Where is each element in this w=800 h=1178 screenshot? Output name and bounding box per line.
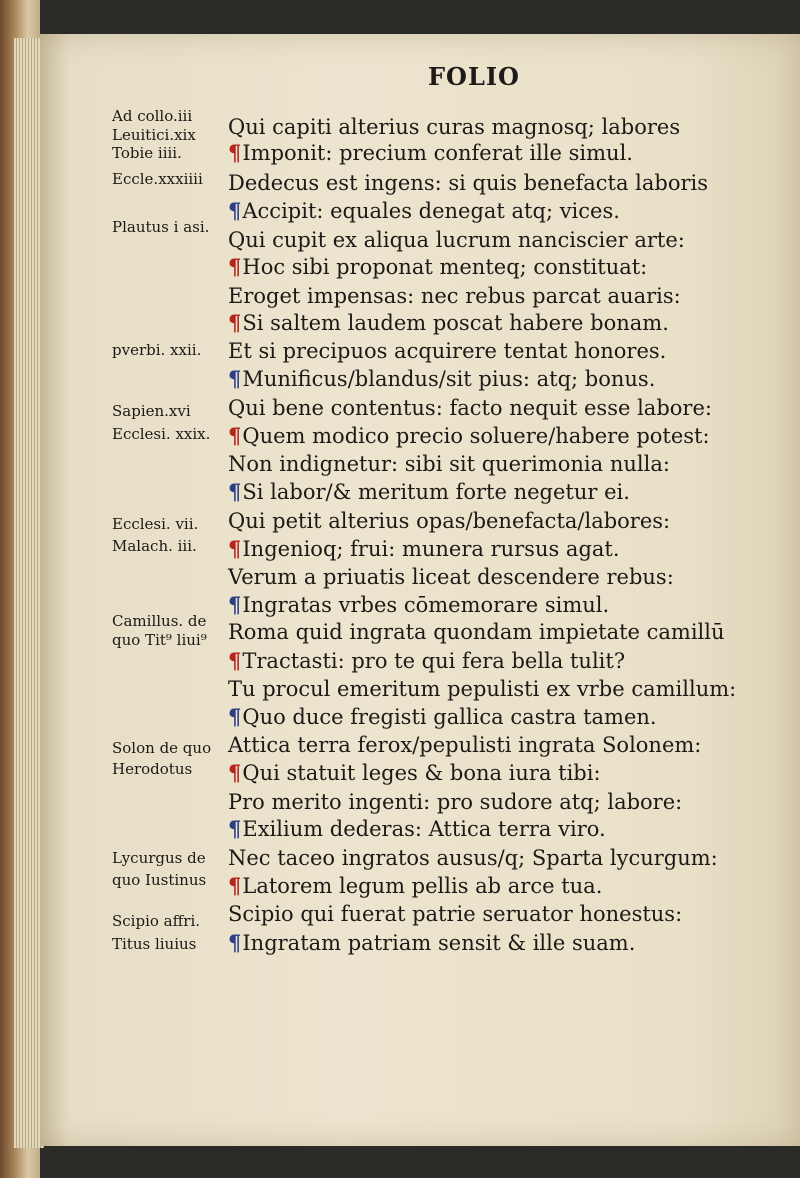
blue-paraph-mark: ¶ (228, 592, 242, 617)
verse-line: Qui capiti alterius curas magnosq; labores (228, 115, 681, 139)
verse-line: ¶Tractasti: pro te qui fera bella tulit? (228, 648, 626, 673)
marginal-note: Plautus i asi. (112, 218, 210, 236)
red-paraph-mark: ¶ (228, 873, 242, 898)
verse-line: Eroget impensas: nec rebus parcat auaris: (228, 284, 681, 308)
red-paraph-mark: ¶ (228, 536, 242, 561)
blue-paraph-mark: ¶ (228, 366, 242, 391)
verse-line: ¶Qui statuit leges & bona iura tibi: (228, 760, 601, 785)
marginal-note: Tobie iiii. (112, 144, 182, 162)
blue-paraph-mark: ¶ (228, 704, 242, 729)
marginal-note: Lycurgus de (112, 849, 206, 867)
marginal-note: Sapien.xvi (112, 402, 191, 420)
verse-line: ¶Latorem legum pellis ab arce tua. (228, 873, 603, 898)
marginal-note: Ecclesi. xxix. (112, 425, 211, 443)
verse-line: Attica terra ferox/pepulisti ingrata Solonem: (228, 733, 702, 757)
marginal-note: pverbi. xxii. (112, 341, 202, 359)
verse-line: ¶Ingenioq; frui: munera rursus agat. (228, 536, 620, 561)
blue-paraph-mark: ¶ (228, 479, 242, 504)
folio-header: FOLIO (428, 62, 520, 91)
red-paraph-mark: ¶ (228, 310, 242, 335)
red-paraph-mark: ¶ (228, 140, 242, 165)
red-paraph-mark: ¶ (228, 423, 242, 448)
verse-line: ¶Si saltem laudem poscat habere bonam. (228, 310, 669, 335)
verse-line: ¶Ingratam patriam sensit & ille suam. (228, 930, 636, 955)
verse-line: Nec taceo ingratos ausus/q; Sparta lycurgum: (228, 846, 718, 870)
verse-line: ¶Quem modico precio soluere/habere potest: (228, 423, 710, 448)
verse-line: Verum a priuatis liceat descendere rebus: (228, 565, 674, 589)
blue-paraph-mark: ¶ (228, 198, 242, 223)
verse-line: ¶Accipit: equales denegat atq; vices. (228, 198, 620, 223)
blue-paraph-mark: ¶ (228, 930, 242, 955)
marginal-note: Leuitici.xix (112, 126, 196, 144)
red-paraph-mark: ¶ (228, 648, 242, 673)
verse-line: Roma quid ingrata quondam impietate camillū (228, 620, 725, 644)
marginal-note: Ad collo.iii (112, 107, 193, 125)
verse-line: Non indignetur: sibi sit querimonia nulla: (228, 452, 670, 476)
marginal-note: Malach. iii. (112, 537, 197, 555)
verse-line: Dedecus est ingens: si quis benefacta laboris (228, 171, 709, 195)
verse-line: ¶Munificus/blandus/sit pius: atq; bonus. (228, 366, 656, 391)
marginal-note: quo Tit⁹ liui⁹ (112, 631, 207, 649)
verse-line: Qui petit alterius opas/benefacta/labores: (228, 509, 671, 533)
marginal-note: Herodotus (112, 760, 193, 778)
red-paraph-mark: ¶ (228, 760, 242, 785)
marginal-note: Solon de quo (112, 739, 212, 757)
red-paraph-mark: ¶ (228, 254, 242, 279)
verse-line: Tu procul emeritum pepulisti ex vrbe camillum: (228, 677, 737, 701)
verse-line: Qui bene contentus: facto nequit esse labore: (228, 396, 712, 420)
verse-line: ¶Ingratas vrbes cōmemorare simul. (228, 592, 610, 617)
verse-line: ¶Exilium dederas: Attica terra viro. (228, 816, 606, 841)
marginal-note: Titus liuius (112, 935, 197, 953)
marginal-note: Camillus. de (112, 612, 207, 630)
verse-line: Pro merito ingenti: pro sudore atq; labore: (228, 790, 683, 814)
verse-line: ¶Hoc sibi proponat menteq; constituat: (228, 254, 648, 279)
verse-line: ¶Quo duce fregisti gallica castra tamen. (228, 704, 657, 729)
verse-line: Scipio qui fuerat patrie seruator honestus: (228, 902, 683, 926)
marginal-note: quo Iustinus (112, 871, 207, 889)
marginal-note: Scipio affri. (112, 912, 201, 930)
verse-line: Qui cupit ex aliqua lucrum nanciscier arte: (228, 228, 685, 252)
blue-paraph-mark: ¶ (228, 816, 242, 841)
verse-line: Et si precipuos acquirere tentat honores. (228, 339, 667, 363)
marginal-note: Ecclesi. vii. (112, 515, 199, 533)
verse-line: ¶Si labor/& meritum forte negetur ei. (228, 479, 630, 504)
verse-line: ¶Imponit: precium conferat ille simul. (228, 140, 633, 165)
marginal-note: Eccle.xxxiiii (112, 170, 203, 188)
